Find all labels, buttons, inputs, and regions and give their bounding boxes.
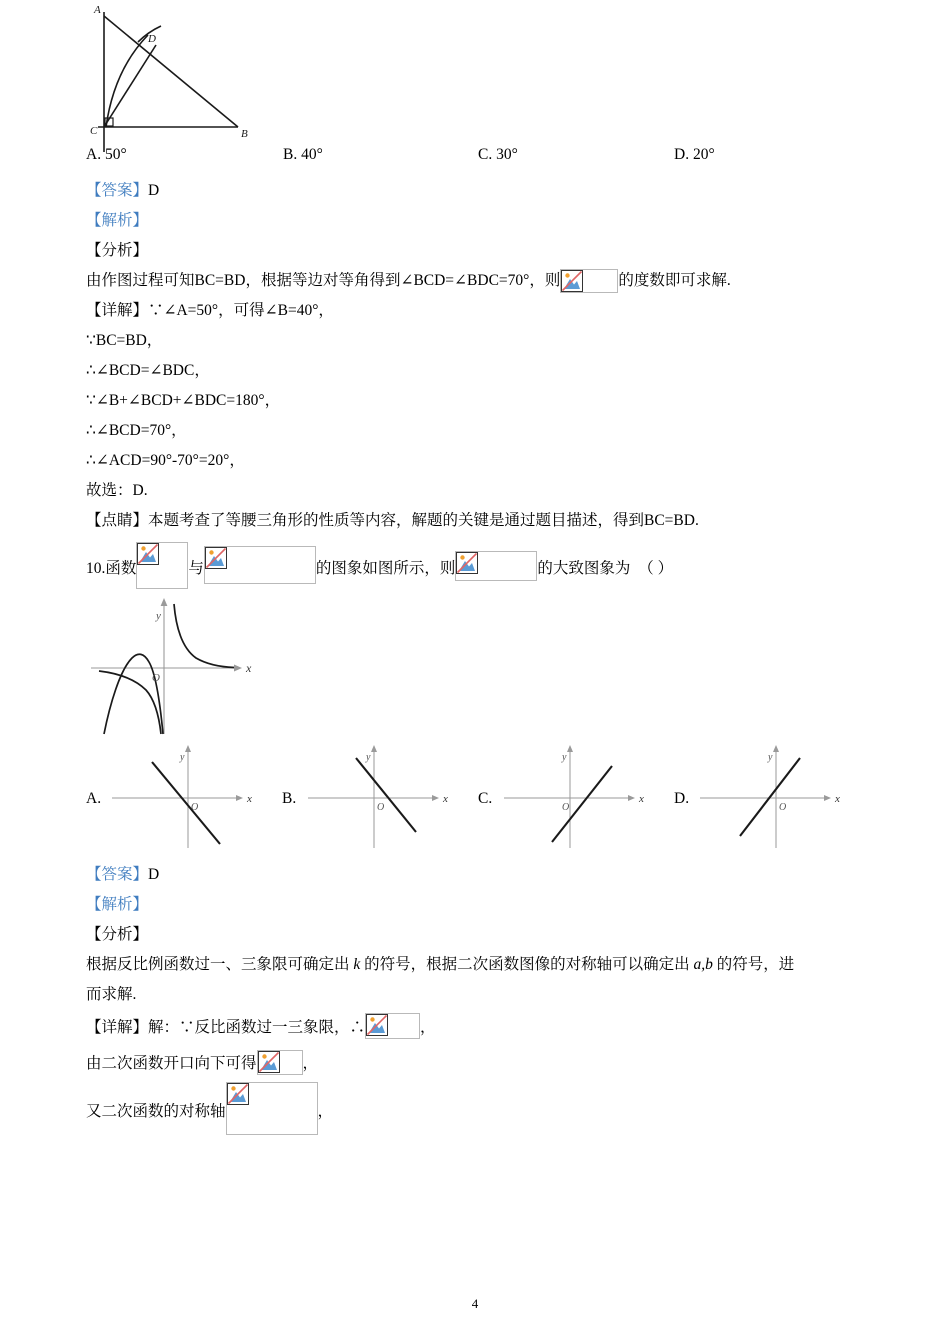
math-var-k: k — [353, 956, 361, 973]
option-a-axis-x: x — [247, 793, 252, 805]
question9-detail-line-5: ∴∠BCD=70°， — [86, 422, 187, 439]
detail-2-tail: ， — [302, 1055, 319, 1072]
detail-3-text: 又二次函数的对称轴 — [86, 1103, 226, 1120]
broken-image-placeholder — [560, 269, 618, 293]
question10-fenxi-text-line2: 而求解. — [86, 986, 137, 1003]
choice-c[interactable] — [478, 146, 518, 164]
option-b-origin: O — [377, 802, 385, 813]
broken-image-icon — [561, 270, 583, 292]
option-c-key: C. — [478, 790, 493, 807]
broken-image-icon — [456, 552, 478, 574]
broken-image-placeholder — [257, 1050, 303, 1075]
option-a-key: A. — [86, 790, 102, 807]
question10-jiexi-label: 【解析】 — [86, 896, 149, 913]
option-b-axis-y: y — [366, 752, 371, 763]
figure-label-B: B — [241, 128, 248, 140]
question10-detail-line-3 — [86, 1082, 876, 1141]
question9-detail-line-1: 【详解】∵∠A=50°，可得∠B=40°， — [86, 302, 334, 319]
question10-detail-line-1 — [86, 1010, 876, 1046]
question10-stem-paren: （ ） — [638, 560, 674, 577]
answer-label: 【答案】 — [86, 182, 149, 199]
option-d-axis-x: x — [835, 793, 840, 805]
question10-fenxi-text-line1 — [86, 950, 876, 980]
choice-b-key: B. — [283, 146, 298, 163]
option-d-axis-y: y — [768, 752, 773, 763]
option-c-graph — [500, 740, 672, 852]
option-a-svg — [108, 740, 280, 852]
answer-value: D — [148, 182, 160, 199]
option-d-graph — [696, 740, 868, 852]
choice-a-text: 50° — [104, 146, 127, 163]
option-a-graph — [108, 740, 280, 852]
axis-label-y: y — [156, 610, 161, 622]
option-c-origin: O — [562, 802, 570, 813]
choice-c-text: 30° — [496, 146, 518, 163]
question10-figure-svg — [86, 592, 346, 740]
page-content — [86, 0, 876, 1141]
origin-label: O — [152, 672, 160, 684]
choice-c-key: C. — [478, 146, 493, 163]
axis-label-x: x — [246, 661, 252, 675]
figure-label-C: C — [90, 125, 98, 137]
fenxi-part-2: 的符号，根据二次函数图像的对称轴可以确定出 — [360, 956, 694, 973]
question9-jiexi-label: 【解析】 — [86, 212, 149, 229]
broken-image-icon — [227, 1083, 249, 1105]
broken-image-icon — [258, 1051, 280, 1073]
question9-fenxi-label: 【分析】 — [86, 242, 149, 259]
detail-2-text: 由二次函数开口向下可得 — [86, 1055, 257, 1072]
fenxi-text-part2: 的度数即可求解. — [618, 272, 731, 289]
broken-image-placeholder — [204, 546, 316, 584]
option-c-axis-y: y — [562, 752, 567, 763]
choice-d[interactable] — [674, 146, 715, 164]
question9-detail-line-7: 故选：D. — [86, 482, 148, 499]
question10-stem-a: 函数 — [105, 560, 137, 577]
choice-a[interactable] — [86, 146, 127, 164]
question10-stem-d: 的大致图象为 — [537, 560, 631, 577]
option-d-key: D. — [674, 790, 690, 807]
question9-choices — [86, 146, 876, 176]
broken-image-placeholder — [455, 551, 537, 581]
fenxi-text-part1: 由作图过程可知BC=BD，根据等边对等角得到∠BCD=∠BDC=70°，则 — [86, 272, 561, 289]
question9-answer-line — [86, 176, 876, 206]
answer-label: 【答案】 — [86, 866, 149, 883]
detail-1-text: 【详解】解：∵反比函数过一三象限，∴ — [86, 1019, 366, 1036]
page-number: 4 — [471, 1296, 479, 1311]
detail-1-tail: ， — [420, 1019, 436, 1036]
fenxi-part-3: 的符号，进 — [712, 956, 795, 973]
question9-dianjing-line: 【点睛】本题考查了等腰三角形的性质等内容，解题的关键是通过题目描述，得到BC=BD. — [86, 512, 699, 529]
question9-figure — [86, 0, 876, 160]
broken-image-icon — [366, 1014, 388, 1036]
question10-answer-line — [86, 860, 876, 890]
broken-image-placeholder — [226, 1082, 318, 1135]
option-b-key: B. — [282, 790, 297, 807]
question10-figure — [86, 592, 876, 740]
option-d-origin: O — [779, 802, 787, 813]
question10-stem-c: 的图象如图所示，则 — [315, 560, 456, 577]
broken-image-placeholder — [136, 542, 188, 589]
broken-image-placeholder — [365, 1013, 420, 1039]
question10-detail-line-2 — [86, 1046, 876, 1082]
question10-number: 10. — [86, 560, 106, 577]
choice-b-text: 40° — [301, 146, 323, 163]
fenxi-part-1: 根据反比例函数过一、三象限可确定出 — [86, 956, 354, 973]
option-b-svg — [304, 740, 476, 852]
triangle-diagram-svg — [86, 0, 346, 160]
option-b-graph — [304, 740, 476, 852]
math-var-ab: a,b — [693, 956, 713, 973]
option-a-axis-y: y — [180, 752, 185, 763]
question10-fenxi-label: 【分析】 — [86, 926, 149, 943]
figure-label-D: D — [148, 33, 156, 45]
broken-image-icon — [137, 543, 159, 565]
question9-detail-line-4: ∵∠B+∠BCD+∠BDC=180°， — [86, 392, 281, 409]
option-d-svg — [696, 740, 868, 852]
question9-fenxi-text — [86, 266, 876, 296]
figure-label-A: A — [94, 4, 101, 16]
choice-d-key: D. — [674, 146, 690, 163]
choice-d-text: 20° — [692, 146, 715, 163]
choice-a-key: A. — [86, 146, 102, 163]
answer-value: D — [148, 866, 160, 883]
option-c-svg — [500, 740, 672, 852]
question10-options-row — [86, 740, 876, 852]
question10-stem-b: 与 — [188, 560, 204, 577]
option-c-axis-x: x — [639, 793, 644, 805]
option-a-origin: O — [191, 802, 199, 813]
question9-detail-line-6: ∴∠ACD=90°-70°=20°， — [86, 452, 245, 469]
question9-detail-line-3: ∴∠BCD=∠BDC， — [86, 362, 210, 379]
choice-b[interactable] — [283, 146, 323, 164]
detail-3-tail: ， — [317, 1103, 334, 1120]
question10-stem — [86, 542, 876, 592]
option-b-axis-x: x — [443, 793, 448, 805]
question9-detail-line-2: ∵BC=BD， — [86, 332, 163, 349]
broken-image-icon — [205, 547, 227, 569]
